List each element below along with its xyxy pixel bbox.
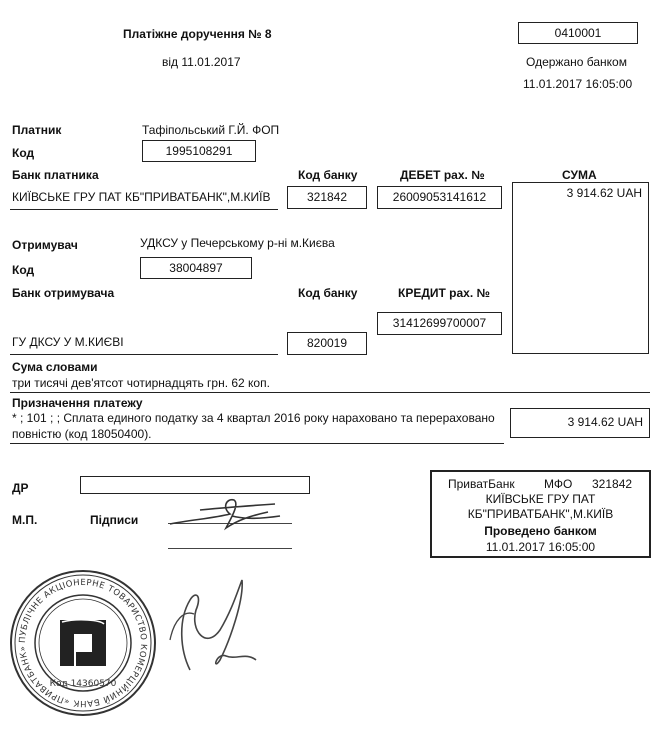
seal-ring-text: ПУБЛІЧНЕ АКЦІОНЕРНЕ ТОВАРИСТВО КОМЕРЦІЙНИЙ БАНК «ПРИВАТБАНК» Україна м.Дніпропетровськ (4, 561, 149, 709)
purpose-underline (10, 443, 504, 444)
purpose-label: Призначення платежу (12, 396, 143, 410)
seal-code-text: Код 14360570 (49, 679, 117, 689)
seal-emblem (60, 620, 106, 666)
payer-name: Тафіпольський Г.Й. ФОП (142, 123, 280, 137)
purpose-sum-value: 3 914.62 UAH (567, 415, 643, 429)
payer-bank-underline (10, 209, 278, 210)
payer-bank-code-label: Код банку (298, 168, 358, 182)
recipient-name: УДКСУ у Печерському р-ні м.Києва (140, 236, 335, 250)
credit-label: КРЕДИТ рах. № (398, 286, 490, 300)
amount-words-underline (10, 392, 650, 393)
signatures-label: Підписи (90, 513, 139, 527)
recipient-bank-code-label: Код банку (298, 286, 358, 300)
amount-words-label: Сума словами (12, 360, 98, 374)
signature-2 (160, 560, 270, 690)
stamp-line-3: КБ"ПРИВАТБАНК",М.КИЇВ (467, 507, 614, 521)
recipient-bank-name: ГУ ДКСУ У М.КИЄВІ (12, 335, 124, 349)
stamp-mfo-label: МФО (544, 477, 573, 491)
company-seal (4, 561, 158, 718)
payer-code-box: 1995108291 (142, 140, 256, 162)
recipient-label: Отримувач (12, 238, 78, 252)
debit-label: ДЕБЕТ рах. № (400, 168, 485, 182)
credit-account-box: 31412699700007 (377, 312, 502, 335)
amount-words-text: три тисячі дев'ятсот чотирнадцять грн. 62 коп. (12, 376, 270, 390)
document-date: від 11.01.2017 (162, 55, 241, 69)
stamp-line-2: КИЇВСЬКЕ ГРУ ПАТ (485, 492, 596, 506)
dr-label: ДР (12, 481, 29, 495)
payer-label: Платник (12, 123, 62, 137)
payer-bank-code-box: 321842 (287, 186, 367, 209)
form-code-box: 0410001 (518, 22, 638, 44)
sum-box (512, 182, 649, 354)
stamp-processed-datetime: 11.01.2017 16:05:00 (485, 540, 596, 554)
sum-value: 3 914.62 UAH (566, 186, 642, 200)
debit-account-box: 26009053141612 (377, 186, 502, 209)
document-title: Платіжне доручення № 8 (123, 27, 272, 41)
purpose-line-2: повністю (код 18050400). (12, 427, 152, 441)
payer-bank-name: КИЇВСЬКЕ ГРУ ПАТ КБ"ПРИВАТБАНК",М.КИЇВ (12, 190, 271, 204)
purpose-sum-box (510, 408, 650, 438)
stamp-bank-name: ПриватБанк (448, 477, 515, 491)
recipient-bank-underline (10, 354, 278, 355)
stamp-processed-label: Проведено банком (484, 524, 597, 538)
mp-label: М.П. (12, 513, 38, 527)
recipient-bank-code-box: 820019 (287, 332, 367, 355)
received-datetime: 11.01.2017 16:05:00 (523, 77, 633, 91)
recipient-code-box: 38004897 (140, 257, 252, 279)
payer-code-label: Код (12, 146, 35, 160)
signature-line-2 (168, 548, 292, 549)
purpose-line-1: * ; 101 ; ; Сплата единого податку за 4 квартал 2016 року нараховано та перераховано (12, 411, 495, 425)
payer-bank-label: Банк платника (12, 168, 99, 182)
recipient-code-label: Код (12, 263, 35, 277)
signature-1 (160, 490, 290, 540)
sum-label: СУМА (562, 168, 597, 182)
stamp-mfo-value: 321842 (592, 477, 633, 491)
bank-stamp-box (430, 470, 651, 558)
recipient-bank-label: Банк отримувача (12, 286, 115, 300)
received-label: Одержано банком (526, 55, 627, 69)
